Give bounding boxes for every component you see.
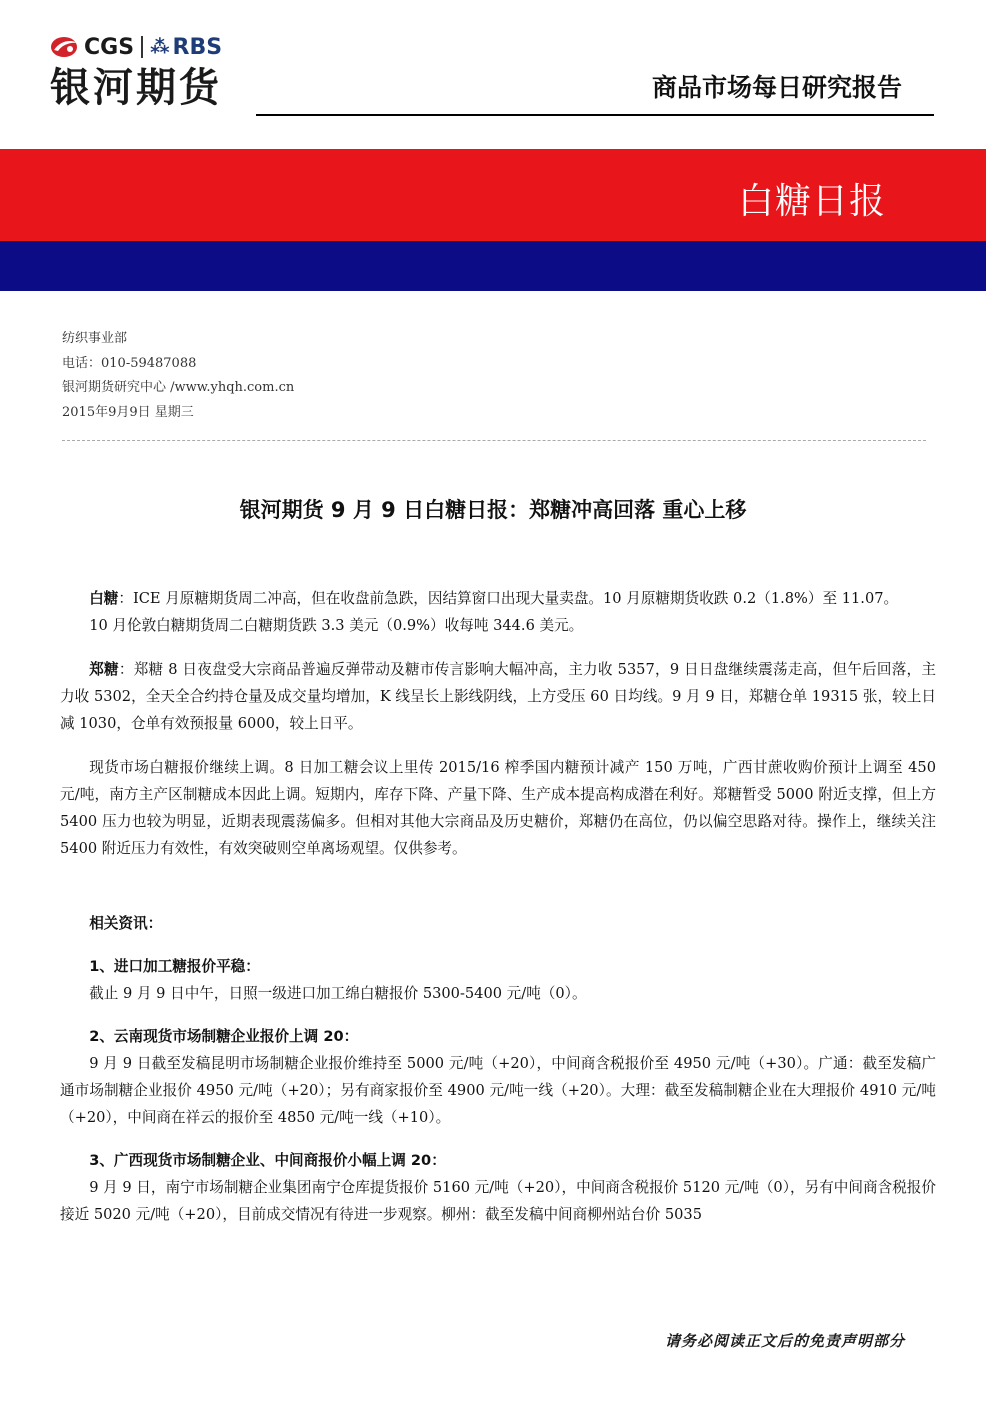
cgs-logo-icon: [50, 35, 80, 59]
related-heading: 相关资讯：: [89, 915, 163, 932]
text-zhengzhou: ：郑糖 8 日夜盘受大宗商品普遍反弹带动及糖市传言影响大幅冲高，主力收 5357，9 日日盘继续震荡走高，但午后回落，主力收 5302，全天全合约持仓量及成交量均增加，K 线呈长上影线阴线，上方受压 60 日均线。9 月 9 日，郑糖仓单 19315 张，较上日减 1030，仓单有效预报量 6000，较上日平。: [60, 661, 936, 732]
dashed-divider: [62, 440, 926, 441]
contact-info: [62, 327, 294, 425]
report-type: 商品市场每日研究报告: [651, 73, 902, 102]
paragraph-london: 10 月伦敦白糖期货周二白糖期货跌 3.3 美元（0.9%）收每吨 344.6 美元。: [89, 617, 584, 634]
report-date: 2015年9月9日 星期三: [62, 404, 194, 420]
logo-separator: [141, 36, 143, 58]
paragraph-spot-market: 现货市场白糖报价继续上调。8 日加工糖会议上里传 2015/16 榨季国内糖预计减产 150 万吨，广西甘蔗收购价预计上调至 450 元/吨，南方主产区制糖成本因此上调。短期内，库存下降、产量下降、生产成本提高构成潜在利好。郑糖暂受 5000 附近支撑，但上方 5400 压力也较为明显，近期表现震荡偏多。但相对其他大宗商品及历史糖价，郑糖仍在高位，仍以偏空思路对待。操作上，继续关注 5400 附近压力有效性，有效突破则空单离场观望。仅供参考。: [60, 759, 936, 857]
company-logo: [50, 33, 250, 113]
paragraph-zhengzhou: [60, 656, 936, 737]
logo-rbs-text: RBS: [172, 34, 223, 60]
page-title: 银河期货 9 月 9 日白糖日报：郑糖冲高回落 重心上移: [239, 498, 747, 522]
section-3-title: 3、广西现货市场制糖企业、中间商报价小幅上调 20：: [89, 1152, 446, 1169]
banner-title: 白糖日报: [737, 181, 886, 222]
section-2-title: 2、云南现货市场制糖企业报价上调 20：: [89, 1028, 359, 1045]
logo-chinese-name: 银河期货: [50, 65, 222, 111]
header-divider: [256, 114, 934, 116]
red-banner: [0, 149, 986, 241]
label-zhengzhou: 郑糖: [89, 661, 119, 678]
research-center: 银河期货研究中心 /www.yhqh.com.cn: [62, 380, 295, 395]
rbs-mark-icon: ⁂: [150, 36, 170, 58]
text-sugar: ：ICE 月原糖期货周二冲高，但在收盘前急跌，因结算窗口出现大量卖盘。10 月原糖期货收跌 0.2（1.8%）至 11.07。: [118, 590, 899, 607]
phone: 电话：010-59487088: [62, 355, 197, 371]
section-1-title: 1、进口加工糖报价平稳：: [89, 958, 260, 975]
logo-cgs-text: CGS: [84, 34, 135, 60]
paragraph-sugar: [60, 585, 936, 612]
department: 纺织事业部: [62, 331, 128, 346]
report-body: [60, 585, 936, 1228]
label-sugar: 白糖: [89, 590, 119, 607]
section-3-text: 9 月 9 日，南宁市场制糖企业集团南宁仓库提货报价 5160 元/吨（+20），中间商含税报价 5120 元/吨（0），另有中间商含税报价接近 5020 元/吨（+20），目前成交情况有待进一步观察。柳州：截至发稿中间商柳州站台价 5035: [60, 1179, 936, 1223]
section-1-text: 截止 9 月 9 日中午，日照一级进口加工绵白糖报价 5300-5400 元/吨（0）。: [89, 985, 587, 1002]
section-2-text: 9 月 9 日截至发稿昆明市场制糖企业报价维持至 5000 元/吨（+20），中间商含税报价至 4950 元/吨（+30）。广通：截至发稿广通市场制糖企业报价 4950 元/吨（+20）；另有商家报价至 4900 元/吨一线（+20）。大理：截至发稿制糖企业在大理报价 4910 元/吨（+20），中间商在祥云的报价至 4850 元/吨一线（+10）。: [60, 1055, 936, 1126]
blue-banner: [0, 241, 986, 291]
disclaimer-note: 请务必阅读正文后的免责声明部分: [664, 1332, 905, 1350]
